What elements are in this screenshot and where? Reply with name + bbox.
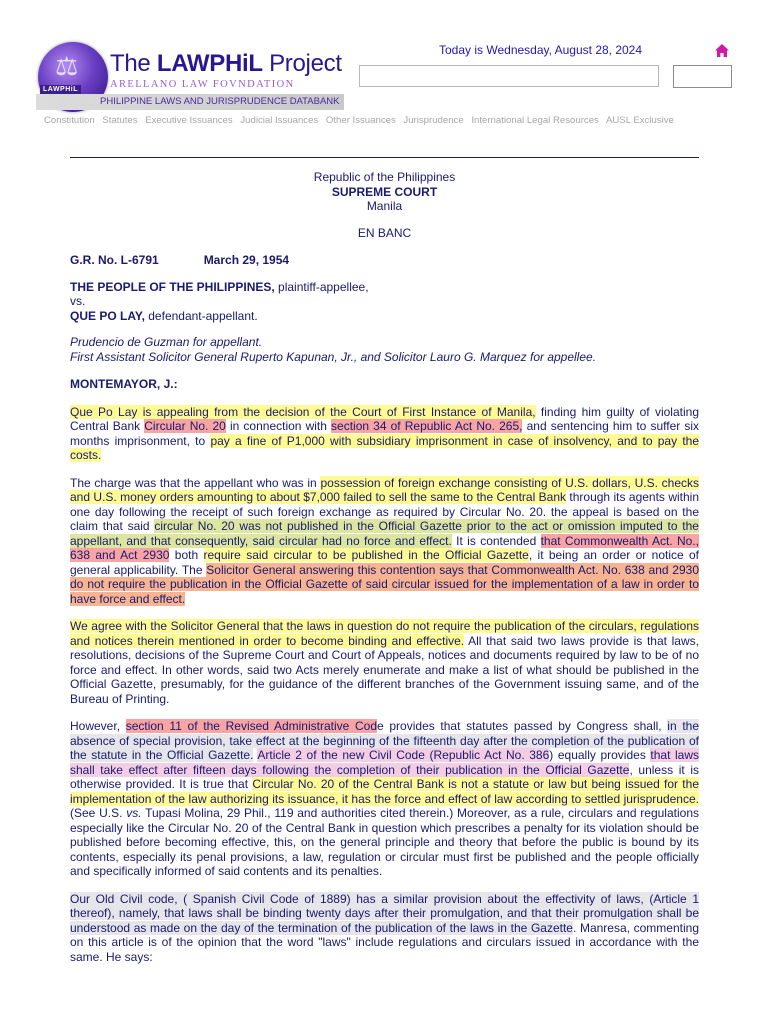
text: finding him guilty of violating Central Bank <box>70 404 699 433</box>
decision-document <box>70 170 699 964</box>
highlight: possession of foreign exchange consisting of U.S. dollars, U.S. checks and U.S. money orders amounting to about $7,000 failed to sell the same to the Central Bank <box>70 475 699 504</box>
text: both <box>169 548 204 562</box>
text: in connection with <box>225 419 332 433</box>
text: The charge was that the appellant who was in <box>70 475 321 490</box>
text: ) equally provides <box>549 748 651 762</box>
text: , unless it is otherwise provided. It is true that <box>70 762 699 791</box>
highlight: Circular No. 20 <box>144 419 226 433</box>
highlight: pay a fine of P1,000 with subsidiary imprisonment in case of insolvency, and to pay the costs. <box>70 433 700 462</box>
plaintiff-name: THE PEOPLE OF THE PHILIPPINES, <box>70 279 275 294</box>
nav-executive-issuances[interactable]: Executive Issuances <box>145 115 233 126</box>
paragraph-1 <box>70 405 699 463</box>
text: It is contended <box>451 533 541 548</box>
text: vs. <box>126 806 142 820</box>
nav-constitution[interactable]: Constitution <box>44 115 95 126</box>
paragraph-4 <box>70 719 699 879</box>
text: Tupasi Molina, 29 Phil., 119 and authorities cited therein.) Moreover, as a rule, circulars and regulations especially like the Circular No. 20 of the Central Bank in question which prescribes a penalty for its violation should be published before becoming effective, this, on the general principle and theory that before the public is bound by its contents, especially its penal provisions, a law, regulation or circular must first be published and the people officially and specifically informed of said contents and its penalties. <box>70 806 699 878</box>
highlight: in the absence of special provision, take effect at the beginning of the fifteenth day after the completion of the publication of the statute in the Official Gazette. <box>70 719 699 762</box>
search-input[interactable] <box>359 65 659 87</box>
defendant-role: defendant-appellant. <box>144 308 258 323</box>
plaintiff-role: plaintiff-appellee, <box>274 279 369 294</box>
counsel-appellee: First Assistant Solicitor General Ruperto Kapunan, Jr., and Solicitor Lauro G. Marquez for appellee. <box>70 349 597 364</box>
nav-statutes[interactable]: Statutes <box>102 115 138 126</box>
highlight: Que Po Lay is appealing from the decision of <box>70 404 331 419</box>
main-nav <box>44 115 679 126</box>
counsel-appellant: Prudencio de Guzman for appellant. <box>70 335 263 349</box>
site-title[interactable]: The LAWPHiL Project <box>110 50 342 77</box>
highlight: circular No. 20 was not published in the Official Gazette prior to the act or omission imputed to the appellant, and that consequently, said circular had no force and effect. <box>70 519 699 548</box>
text: , it being an order or notice of general applicability. The <box>70 548 700 577</box>
logo-label: LAWPHiL <box>40 85 81 94</box>
highlight: Article 2 of the new Civil Code (Republic Act No. 386 <box>257 748 550 762</box>
nav-ausl-exclusive[interactable]: AUSL Exclusive <box>605 115 674 126</box>
search-button[interactable] <box>673 65 732 88</box>
text: and sentencing him to suffer six months imprisonment, to <box>70 419 700 448</box>
site-subtitle: ARELLANO LAW FOVNDATION <box>110 79 295 90</box>
highlight: Our Old Civil code, ( Spanish Civil Code of 1889) has a similar provision about the effectivity of laws, (Article 1 thereof), namely, that laws shall be binding twenty days after their promulgation, and that their promulgation shall be understood as made on the day of the termination of the publication of the laws in the Gazette <box>70 891 699 935</box>
text: All that said two laws provide is that laws, resolutions, decisions of the Supreme Court and Court of Appeals, notices and documents required by law to be of no force and effect. In other words, said two Acts merely enumerate and make a list of what should be published in the Official Gazette, presumably, for the guidance of the different branches of the Government issuing same, and of the Bureau of Printing. <box>70 633 699 706</box>
decision-date: March 29, 1954 <box>203 253 290 267</box>
highlight: section 34 of Republic Act No. 265, <box>331 419 523 433</box>
parties <box>70 280 699 324</box>
case-number-line <box>70 253 699 268</box>
nav-judicial-issuances[interactable]: Judicial Issuances <box>240 115 319 126</box>
databank-label: PHILIPPINE LAWS AND JURISPRUDENCE DATABANK <box>100 96 340 107</box>
text: . Manresa, commenting on this article is of the opinion that the word "laws" include regulations and circulars issued in accordance with the same. He says: <box>70 920 699 964</box>
highlight: that Commonwealth Act. No., 638 and Act 2930 <box>70 533 699 562</box>
highlight: Circular No. 20 of the Central Bank is not a statute or law but being issued for the implementation of the law authorizing its issuance, it has the force and effect of law according to settled jurisprudence. <box>70 777 699 806</box>
text: through its agents within one day following the receipt of such foreign exchange as required by Circular No. 20. the appeal is based on the claim that said <box>70 490 700 533</box>
text: e provides that statutes passed by Congress shall, <box>377 719 668 733</box>
nav-other-issuances[interactable]: Other Issuances <box>325 115 396 126</box>
versus: vs. <box>70 294 86 308</box>
highlight: section 11 of the Revised Administrative Cod <box>125 719 378 733</box>
paragraph-3 <box>70 619 699 706</box>
highlight: the Court of First Instance of Manila, <box>330 404 536 419</box>
counsel <box>70 335 699 364</box>
nav-international-legal-resources[interactable]: International Legal Resources <box>471 115 599 126</box>
republic-line: Republic of the Philippines <box>313 170 456 184</box>
court-city: Manila <box>366 199 403 213</box>
site-header <box>0 0 768 135</box>
court-heading <box>70 170 699 240</box>
paragraph-2 <box>70 476 699 607</box>
defendant-name: QUE PO LAY, <box>70 308 145 323</box>
text: However, <box>70 719 126 733</box>
division: EN BANC <box>357 225 412 240</box>
court-name: SUPREME COURT <box>331 184 438 199</box>
highlight: We agree with the Solicitor General that the laws in question do not require the publication of the circulars, regulations and notices therein mentioned in order to become binding and effective. <box>70 619 699 648</box>
gr-number: G.R. No. L-6791 <box>70 253 159 267</box>
highlight: require said circular to be published in the Official Gazette <box>203 548 529 562</box>
scales-of-justice-icon: ⚖ <box>55 52 79 82</box>
nav-jurisprudence[interactable]: Jurisprudence <box>403 115 464 126</box>
highlight: that laws shall take effect after fifteen days following the completion of their publication in the Official Gazette <box>70 748 700 777</box>
highlight: Solicitor General answering this contention says that Commonwealth Act. No. 638 and 2930 do not require the publication in the Official Gazette of said circular issued for the implementation of a law in order to have force and effect. <box>70 562 699 606</box>
ponente: MONTEMAYOR, J.: <box>70 377 178 391</box>
today-date: Today is Wednesday, August 28, 2024 <box>439 43 643 57</box>
paragraph-5 <box>70 892 699 965</box>
header-divider <box>70 157 699 158</box>
home-icon[interactable] <box>715 44 729 57</box>
text: (See U.S. <box>70 806 127 820</box>
